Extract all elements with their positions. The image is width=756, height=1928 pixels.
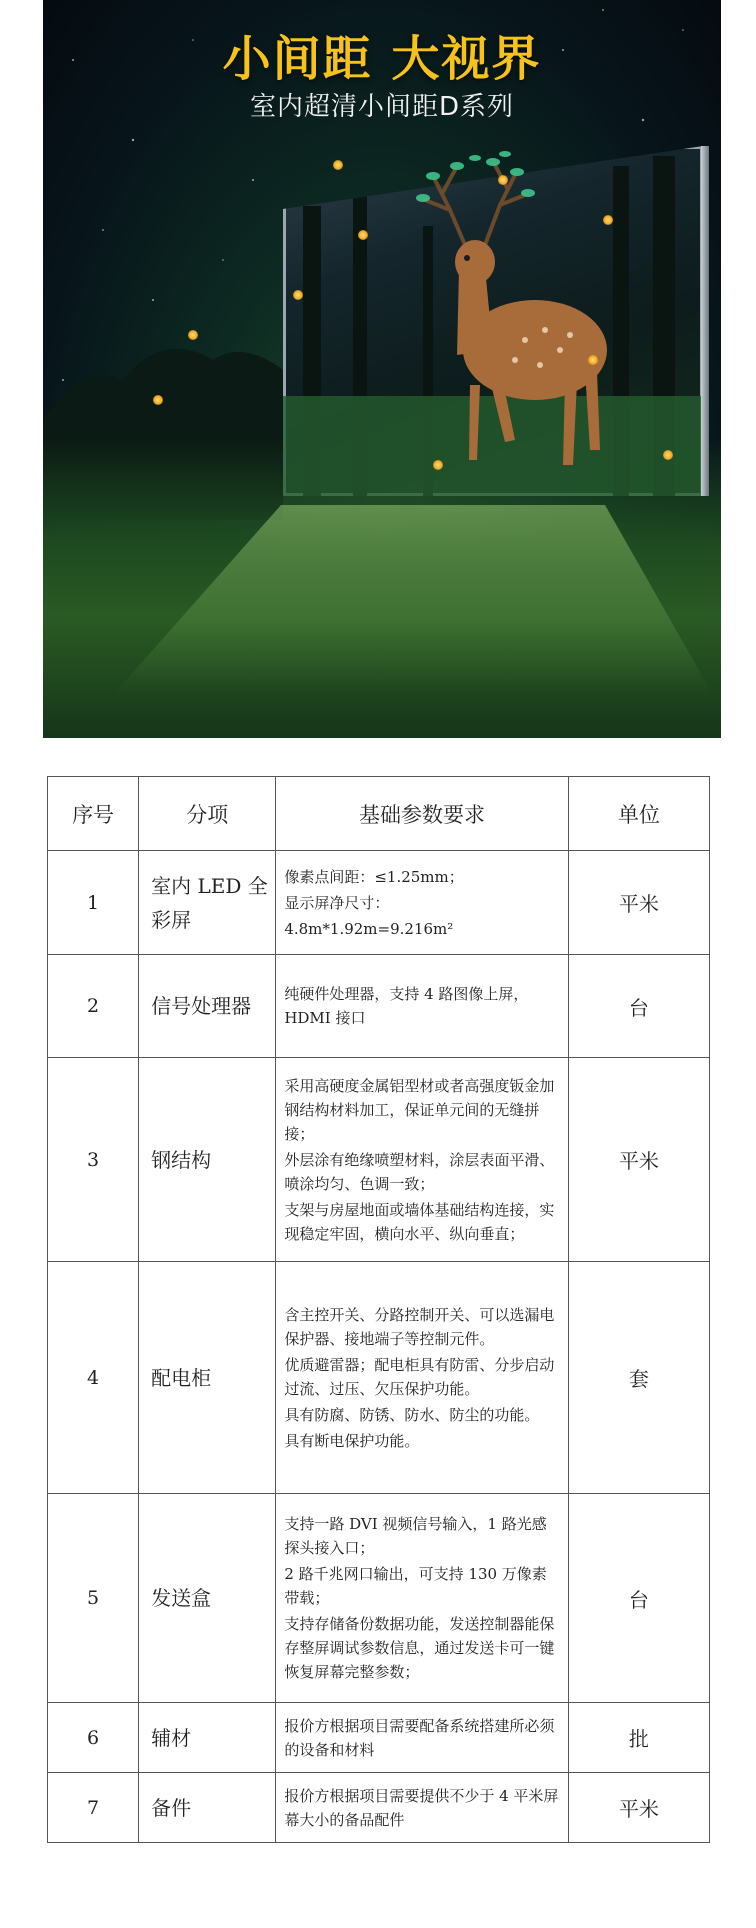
firefly-light xyxy=(358,230,368,240)
firefly-light xyxy=(433,460,443,470)
row-no: 2 xyxy=(48,955,139,1058)
requirement-line: 外层涂有绝缘喷塑材料，涂层表面平滑、喷涂均匀、色调一致； xyxy=(284,1150,555,1193)
requirement-line: 采用高硬度金属铝型材或者高强度钣金加钢结构材料加工，保证单元间的无缝拼接； xyxy=(284,1076,555,1143)
row-requirements xyxy=(276,1773,568,1843)
table-row xyxy=(48,851,710,955)
row-unit: 平米 xyxy=(568,1058,709,1262)
requirement-line: 支持一路 DVI 视频信号输入，1 路光感探头接入口； xyxy=(284,1515,547,1557)
firefly-light xyxy=(188,330,198,340)
row-unit: 批 xyxy=(568,1703,709,1773)
banner-title: 小间距 大视界 xyxy=(222,31,542,87)
row-unit: 套 xyxy=(568,1262,709,1494)
requirement-line: 4.8m*1.92m=9.216m² xyxy=(284,919,454,938)
row-requirements xyxy=(276,1058,568,1262)
table-header-row xyxy=(48,777,710,851)
deer-illustration xyxy=(395,150,625,470)
requirement-line: 具有断电保护功能。 xyxy=(284,1431,420,1450)
table-row xyxy=(48,1703,710,1773)
firefly-light xyxy=(663,450,673,460)
row-item: 钢结构 xyxy=(139,1058,276,1262)
requirement-line: 像素点间距：≤1.25mm； xyxy=(284,867,464,886)
banner-subtitle: 室内超清小间距D系列 xyxy=(249,92,515,122)
firefly-light xyxy=(153,395,163,405)
row-requirements xyxy=(276,1494,568,1703)
requirement-line: 支持存储备份数据功能，发送控制器能保存整屏调试参数信息，通过发送卡可一键恢复屏幕完整参数； xyxy=(284,1615,555,1681)
firefly-light xyxy=(293,290,303,300)
requirement-line: 具有防腐、防锈、防水、防尘的功能。 xyxy=(284,1405,540,1424)
row-no: 3 xyxy=(48,1058,139,1262)
header-item: 分项 xyxy=(139,777,276,851)
row-no: 6 xyxy=(48,1703,139,1773)
row-no: 4 xyxy=(48,1262,139,1494)
requirement-line: 报价方根据项目需要配备系统搭建所必须的设备和材料 xyxy=(284,1716,555,1759)
row-requirements xyxy=(276,1262,568,1494)
screen-edge xyxy=(701,146,709,496)
row-item: 发送盒 xyxy=(139,1494,276,1703)
row-item: 室内 LED 全彩屏 xyxy=(139,851,276,955)
table-row xyxy=(48,1773,710,1843)
requirement-line: 显示屏净尺寸： xyxy=(284,893,390,912)
firefly-light xyxy=(588,355,598,365)
product-banner xyxy=(43,0,721,738)
row-no: 1 xyxy=(48,851,139,955)
header-no: 序号 xyxy=(48,777,139,851)
row-no: 7 xyxy=(48,1773,139,1843)
header-unit: 单位 xyxy=(568,777,709,851)
requirement-line: 支架与房屋地面或墙体基础结构连接，实现稳定牢固，横向水平、纵向垂直； xyxy=(284,1200,555,1243)
row-unit: 台 xyxy=(568,955,709,1058)
header-requirements: 基础参数要求 xyxy=(276,777,568,851)
row-unit: 台 xyxy=(568,1494,709,1703)
spec-table xyxy=(47,776,710,1843)
requirement-line: 纯硬件处理器，支持 4 路图像上屏，HDMI 接口 xyxy=(284,985,529,1027)
row-item: 信号处理器 xyxy=(139,955,276,1058)
row-no: 5 xyxy=(48,1494,139,1703)
row-item: 辅材 xyxy=(139,1703,276,1773)
row-item: 备件 xyxy=(139,1773,276,1843)
row-requirements xyxy=(276,851,568,955)
requirement-line: 含主控开关、分路控制开关、可以选漏电保护器、接地端子等控制元件。 xyxy=(284,1305,555,1348)
row-item: 配电柜 xyxy=(139,1262,276,1494)
table-row xyxy=(48,1262,710,1494)
requirement-line: 优质避雷器；配电柜具有防雷、分步启动过流、过压、欠压保护功能。 xyxy=(284,1355,555,1398)
firefly-light xyxy=(498,175,508,185)
table-row xyxy=(48,1494,710,1703)
row-unit: 平米 xyxy=(568,1773,709,1843)
firefly-light xyxy=(603,215,613,225)
table-row xyxy=(48,1058,710,1262)
table-row xyxy=(48,955,710,1058)
row-requirements xyxy=(276,1703,568,1773)
row-requirements xyxy=(276,955,568,1058)
row-unit: 平米 xyxy=(568,851,709,955)
requirement-line: 报价方根据项目需要提供不少于 4 平米屏幕大小的备品配件 xyxy=(284,1786,559,1829)
firefly-light xyxy=(333,160,343,170)
requirement-line: 2 路千兆网口输出，可支持 130 万像素带载； xyxy=(284,1565,547,1607)
